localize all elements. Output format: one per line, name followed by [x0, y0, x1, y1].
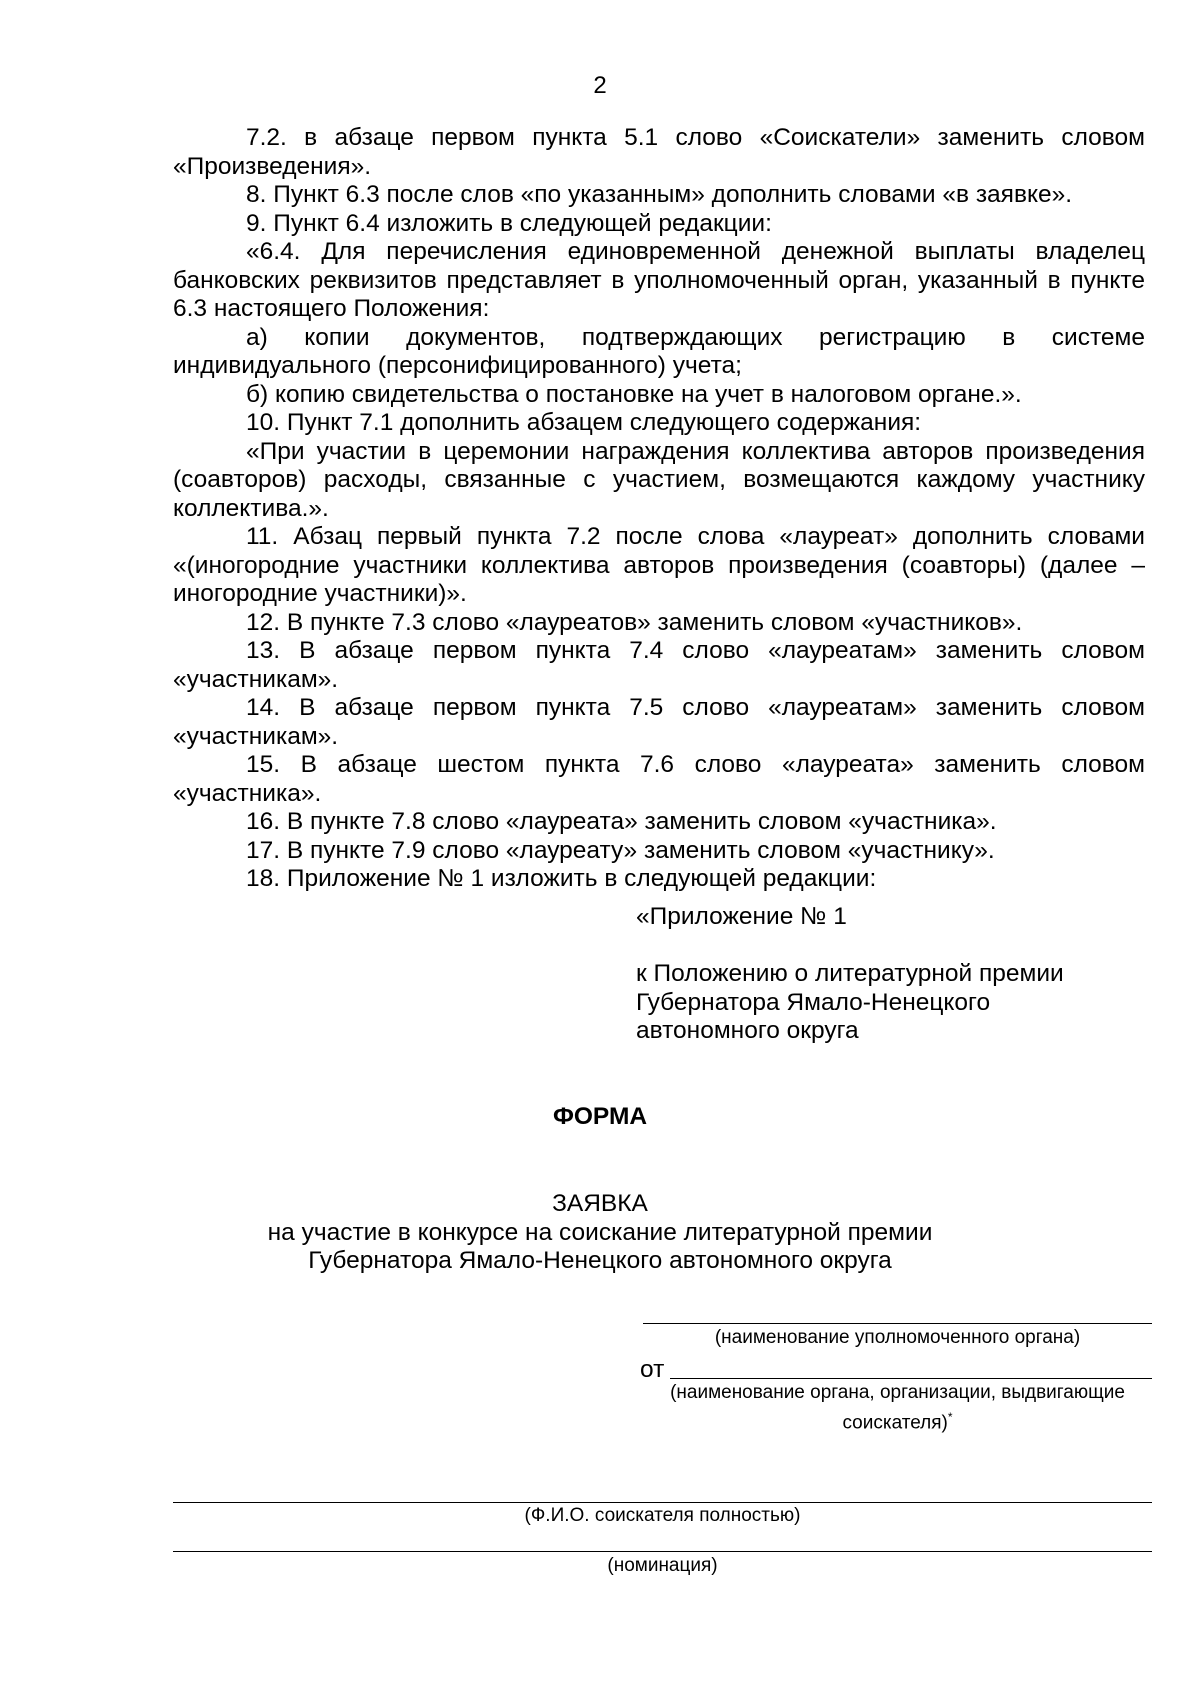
nomination-blank-line [173, 1551, 1152, 1552]
nomination-caption: (номинация) [607, 1555, 718, 1576]
form-title: ФОРМА [552, 1103, 648, 1130]
paragraph-12: 12. В пункте 7.3 слово «лауреатов» заменить словом «участников». [246, 608, 1023, 636]
paragraph-17: 17. В пункте 7.9 слово «лауреату» заменить словом «участнику». [246, 836, 995, 864]
appendix-line-3: автономного округа [636, 1017, 859, 1044]
appendix-header [636, 903, 1156, 1046]
application-title: ЗАЯВКА [552, 1190, 648, 1217]
paragraph-18: 18. Приложение № 1 изложить в следующей редакции: [246, 865, 877, 892]
paragraph-item-a: а) копии документов, подтверждающих регистрацию в системе индивидуального (персонифицированного) учета; [173, 323, 1145, 379]
document-body [173, 124, 1145, 894]
paragraph-9: 9. Пункт 6.4 изложить в следующей редакции: [246, 209, 772, 237]
from-label: от [640, 1356, 665, 1383]
footnote-mark: * [947, 1410, 953, 1424]
paragraph-11: 11. Абзац первый пункта 7.2 после слова «лауреат» дополнить словами «(иногородние участники коллектива авторов произведения (соавторы) (далее – иногородние участники)». [173, 523, 1145, 607]
paragraph-7-2: 7.2. в абзаце первом пункта 5.1 слово «Соискатели» заменить словом «Произведения». [173, 124, 1145, 180]
application-subtitle-2: Губернатора Ямало-Ненецкого автономного округа [308, 1247, 892, 1274]
fio-caption: (Ф.И.О. соискателя полностью) [524, 1505, 801, 1526]
authority-caption: (наименование уполномоченного органа) [714, 1327, 1081, 1348]
paragraph-6-4-quote: «6.4. Для перечисления единовременной денежной выплаты владелец банковских реквизитов представляет в уполномоченный орган, указанный в пункте 6.3 настоящего Положения: [173, 238, 1145, 322]
appendix-line-1: к Положению о литературной премии [636, 960, 1064, 987]
appendix-heading: «Приложение № 1 [636, 903, 847, 930]
paragraph-7-1-quote: «При участии в церемонии награждения коллектива авторов произведения (соавторов) расходы, связанные с участием, возмещаются каждому участнику коллектива.». [173, 437, 1145, 522]
organization-caption-line-2: соискателя)* [842, 1410, 953, 1434]
paragraph-14: 14. В абзаце первом пункта 7.5 слово «лауреатам» заменить словом «участникам». [173, 694, 1145, 750]
paragraph-15: 15. В абзаце шестом пункта 7.6 слово «лауреата» заменить словом «участника». [173, 751, 1145, 807]
organization-blank-line [670, 1378, 1152, 1379]
paragraph-10: 10. Пункт 7.1 дополнить абзацем следующего содержания: [246, 409, 922, 436]
application-title-block [0, 1190, 1200, 1276]
paragraph-item-b: б) копию свидетельства о постановке на учет в налоговом органе.». [246, 380, 1022, 408]
organization-caption-line-1: (наименование органа, организации, выдвигающие [670, 1382, 1125, 1403]
authority-blank-line [643, 1323, 1152, 1324]
paragraph-13: 13. В абзаце первом пункта 7.4 слово «лауреатам» заменить словом «участникам». [173, 637, 1145, 693]
paragraph-8: 8. Пункт 6.3 после слов «по указанным» дополнить словами «в заявке». [246, 181, 1073, 208]
fio-blank-line [173, 1502, 1152, 1503]
paragraph-16: 16. В пункте 7.8 слово «лауреата» заменить словом «участника». [246, 808, 997, 835]
page-number: 2 [593, 72, 607, 99]
appendix-line-2: Губернатора Ямало-Ненецкого [636, 988, 991, 1016]
application-subtitle-1: на участие в конкурсе на соискание литературной премии [267, 1218, 933, 1246]
organization-caption [640, 1381, 1155, 1435]
